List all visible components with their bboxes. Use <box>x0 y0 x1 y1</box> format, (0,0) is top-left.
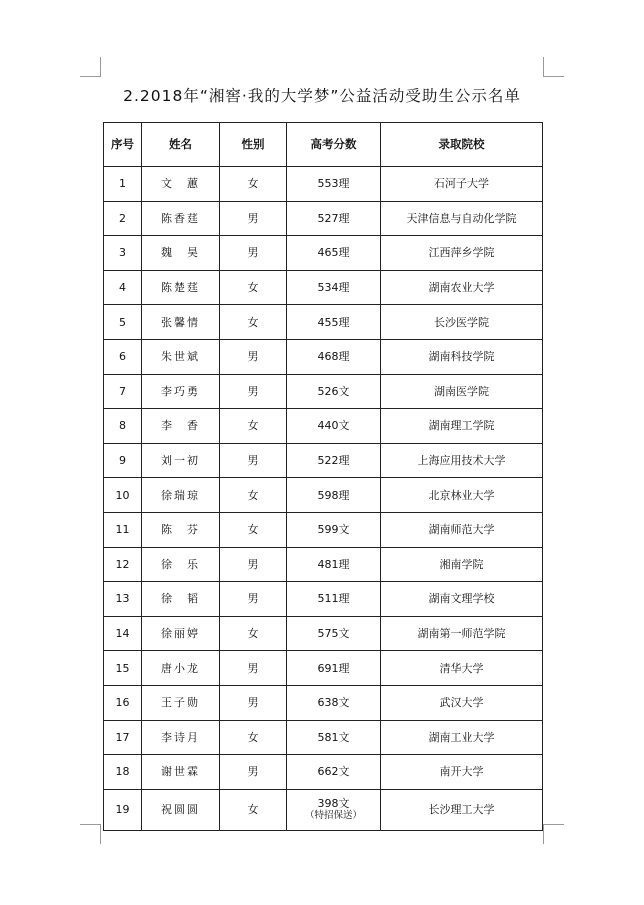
document-title: 2.2018年“湘窖·我的大学梦”公益活动受助生公示名单 <box>123 87 521 105</box>
cell-no: 10 <box>104 478 142 513</box>
table-row <box>104 374 543 409</box>
recipients-table <box>103 122 543 831</box>
cell-no: 3 <box>104 236 142 271</box>
cell-no: 9 <box>104 443 142 478</box>
table-row <box>104 236 543 271</box>
cell-score: 534理 <box>287 270 381 305</box>
cell-score: 662文 <box>287 755 381 790</box>
cell-score <box>287 789 381 830</box>
cell-school: 湖南科技学院 <box>381 339 543 374</box>
crop-mark <box>80 76 100 77</box>
cell-no: 5 <box>104 305 142 340</box>
cell-school: 清华大学 <box>381 651 543 686</box>
table-row <box>104 305 543 340</box>
cell-name: 李诗月 <box>142 720 220 755</box>
cell-name: 李 香 <box>142 409 220 444</box>
table-row <box>104 443 543 478</box>
cell-no: 15 <box>104 651 142 686</box>
table-row <box>104 547 543 582</box>
table-row <box>104 651 543 686</box>
cell-score: 511理 <box>287 582 381 617</box>
cell-school: 湖南师范大学 <box>381 512 543 547</box>
cell-name: 朱世斌 <box>142 339 220 374</box>
cell-no: 16 <box>104 685 142 720</box>
cell-name: 唐小龙 <box>142 651 220 686</box>
cell-name: 谢世霖 <box>142 755 220 790</box>
cell-gender: 男 <box>220 374 287 409</box>
cell-gender: 女 <box>220 478 287 513</box>
cell-name: 祝圆圆 <box>142 789 220 830</box>
cell-school: 湖南文理学校 <box>381 582 543 617</box>
cell-no: 8 <box>104 409 142 444</box>
table-row <box>104 685 543 720</box>
cell-no: 2 <box>104 201 142 236</box>
cell-name: 徐 乐 <box>142 547 220 582</box>
cell-gender: 女 <box>220 512 287 547</box>
cell-score: 553理 <box>287 167 381 202</box>
cell-score: 527理 <box>287 201 381 236</box>
table-row <box>104 478 543 513</box>
header-no: 序号 <box>104 123 142 167</box>
cell-school: 湖南医学院 <box>381 374 543 409</box>
cell-gender: 男 <box>220 651 287 686</box>
table-row <box>104 409 543 444</box>
cell-no: 14 <box>104 616 142 651</box>
cell-name: 张馨情 <box>142 305 220 340</box>
crop-mark <box>80 824 100 825</box>
score-value: 398文 <box>317 797 350 811</box>
cell-name: 刘一初 <box>142 443 220 478</box>
cell-school: 湖南理工学院 <box>381 409 543 444</box>
header-name: 姓名 <box>142 123 220 167</box>
cell-gender: 女 <box>220 167 287 202</box>
cell-score: 638文 <box>287 685 381 720</box>
header-gender: 性别 <box>220 123 287 167</box>
table-row <box>104 720 543 755</box>
cell-score: 481理 <box>287 547 381 582</box>
cell-school: 北京林业大学 <box>381 478 543 513</box>
cell-gender: 男 <box>220 685 287 720</box>
cell-gender: 女 <box>220 270 287 305</box>
cell-gender: 男 <box>220 755 287 790</box>
table-row <box>104 201 543 236</box>
cell-score: 465理 <box>287 236 381 271</box>
cell-gender: 女 <box>220 305 287 340</box>
cell-name: 徐瑞琼 <box>142 478 220 513</box>
cell-score: 691理 <box>287 651 381 686</box>
cell-school: 长沙医学院 <box>381 305 543 340</box>
cell-gender: 男 <box>220 443 287 478</box>
cell-no: 18 <box>104 755 142 790</box>
cell-gender: 女 <box>220 616 287 651</box>
cell-no: 12 <box>104 547 142 582</box>
header-score: 高考分数 <box>287 123 381 167</box>
cell-gender: 男 <box>220 547 287 582</box>
cell-score: 598理 <box>287 478 381 513</box>
cell-name: 魏 昊 <box>142 236 220 271</box>
cell-no: 19 <box>104 789 142 830</box>
cell-gender: 女 <box>220 720 287 755</box>
cell-name: 王子勋 <box>142 685 220 720</box>
crop-mark <box>544 76 564 77</box>
cell-school: 长沙理工大学 <box>381 789 543 830</box>
cell-school: 天津信息与自动化学院 <box>381 201 543 236</box>
table-row <box>104 616 543 651</box>
cell-school: 南开大学 <box>381 755 543 790</box>
cell-gender: 女 <box>220 789 287 830</box>
cell-no: 13 <box>104 582 142 617</box>
cell-school: 湖南农业大学 <box>381 270 543 305</box>
cell-school: 湘南学院 <box>381 547 543 582</box>
cell-score: 440文 <box>287 409 381 444</box>
cell-name: 文 蕙 <box>142 167 220 202</box>
cell-gender: 男 <box>220 236 287 271</box>
crop-mark <box>543 824 544 844</box>
cell-school: 武汉大学 <box>381 685 543 720</box>
cell-no: 11 <box>104 512 142 547</box>
cell-name: 徐 韬 <box>142 582 220 617</box>
cell-score: 581文 <box>287 720 381 755</box>
crop-mark <box>544 824 564 825</box>
table-row <box>104 270 543 305</box>
cell-no: 7 <box>104 374 142 409</box>
cell-school: 湖南第一师范学院 <box>381 616 543 651</box>
cell-gender: 男 <box>220 201 287 236</box>
crop-mark <box>543 57 544 77</box>
table-row <box>104 167 543 202</box>
table-row <box>104 789 543 830</box>
table-row <box>104 339 543 374</box>
cell-gender: 男 <box>220 582 287 617</box>
cell-name: 陈楚莛 <box>142 270 220 305</box>
cell-gender: 男 <box>220 339 287 374</box>
cell-name: 陈 芬 <box>142 512 220 547</box>
cell-name: 李巧勇 <box>142 374 220 409</box>
cell-score: 468理 <box>287 339 381 374</box>
cell-school: 江西萍乡学院 <box>381 236 543 271</box>
cell-no: 4 <box>104 270 142 305</box>
cell-no: 17 <box>104 720 142 755</box>
table-row <box>104 755 543 790</box>
cell-name: 陈香莛 <box>142 201 220 236</box>
table-row <box>104 512 543 547</box>
score-note: （特招保送） <box>304 810 362 822</box>
cell-score: 455理 <box>287 305 381 340</box>
cell-score: 599文 <box>287 512 381 547</box>
cell-school: 石河子大学 <box>381 167 543 202</box>
table-header-row <box>104 123 543 167</box>
table-row <box>104 582 543 617</box>
cell-school: 湖南工业大学 <box>381 720 543 755</box>
cell-no: 6 <box>104 339 142 374</box>
cell-score: 526文 <box>287 374 381 409</box>
cell-school: 上海应用技术大学 <box>381 443 543 478</box>
cell-name: 徐丽婷 <box>142 616 220 651</box>
cell-gender: 女 <box>220 409 287 444</box>
header-school: 录取院校 <box>381 123 543 167</box>
crop-mark <box>100 824 101 844</box>
cell-score: 522理 <box>287 443 381 478</box>
cell-score: 575文 <box>287 616 381 651</box>
cell-no: 1 <box>104 167 142 202</box>
crop-mark <box>100 57 101 77</box>
